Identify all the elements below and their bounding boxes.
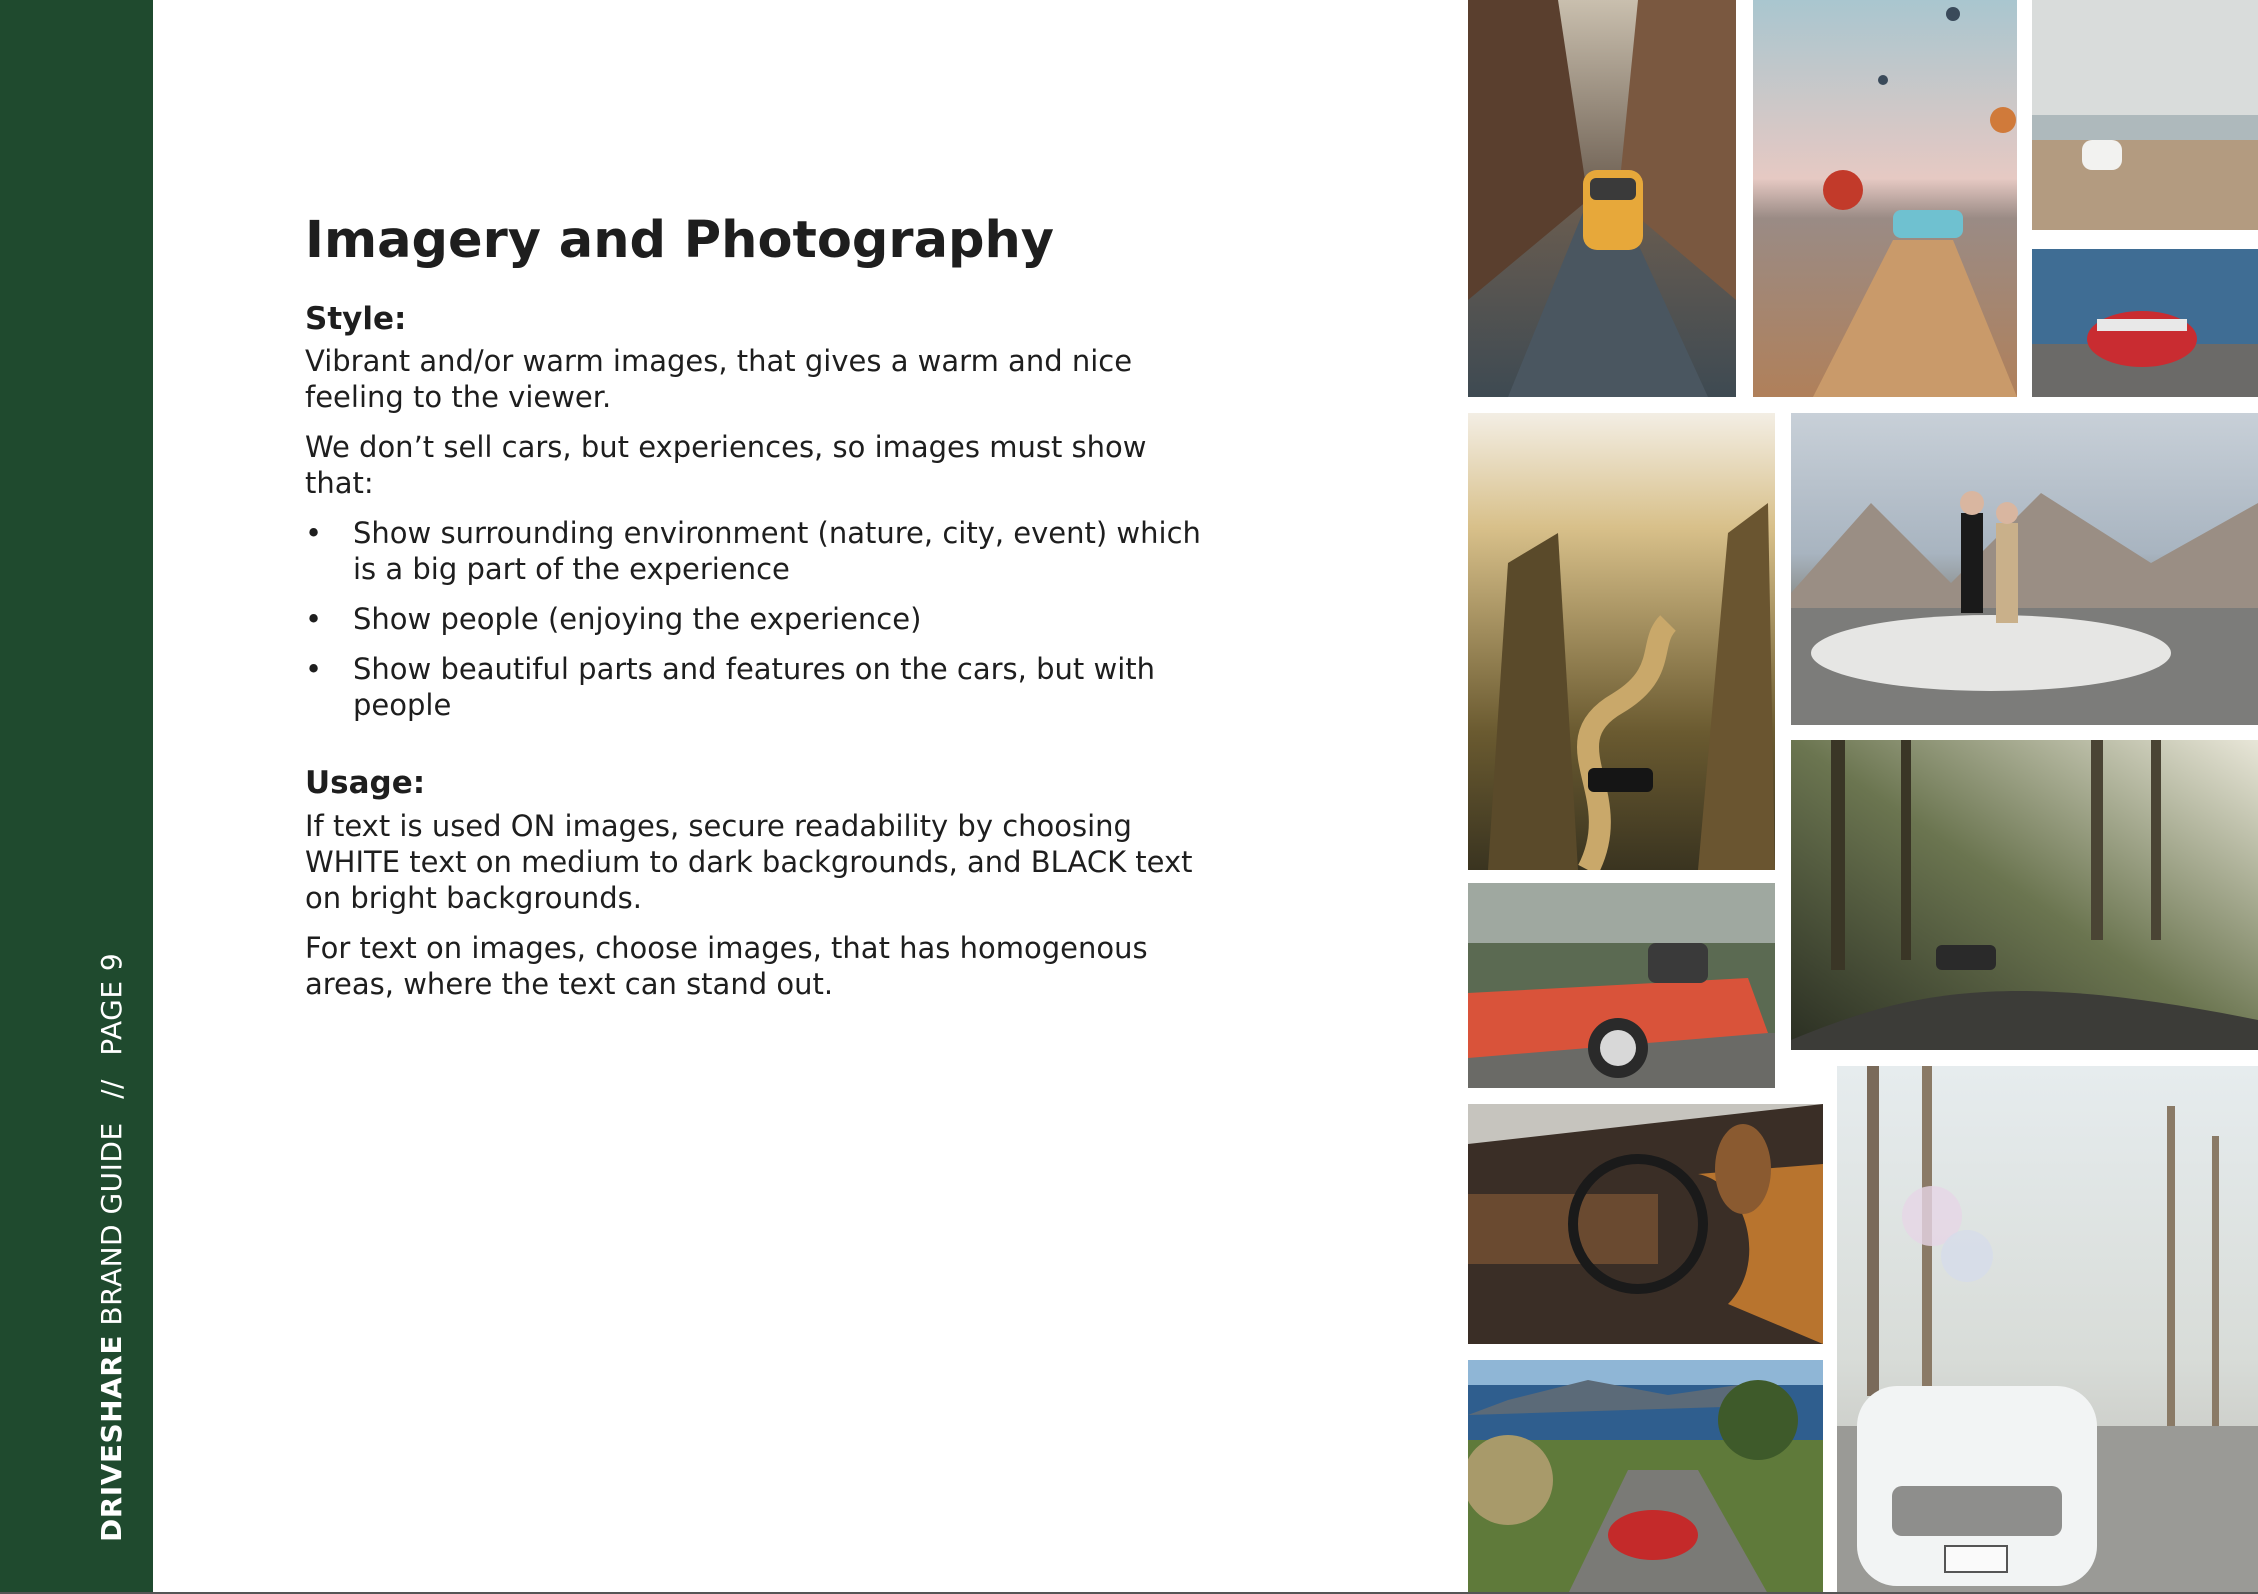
style-paragraph-2: We don’t sell cars, but experiences, so images must show that: xyxy=(305,430,1147,501)
photo-forest-road-car xyxy=(1791,740,2258,1050)
page-number: PAGE 9 xyxy=(95,952,128,1056)
bullet-item: • Show people (enjoying the experience) xyxy=(353,601,1205,637)
usage-paragraph-2: For text on images, choose images, that has homogenous areas, where the text can stand out. xyxy=(305,930,1148,1001)
usage-paragraph-1: If text is used ON images, secure readability by choosing WHITE text on medium to dark backgrounds, and BLACK text on bright backgrounds. xyxy=(305,808,1193,915)
sidebar-footer-label xyxy=(95,953,128,1542)
usage-heading: Usage: xyxy=(305,765,426,802)
style-heading: Style: xyxy=(305,301,407,338)
photo-balloons-blue-car xyxy=(1753,0,2017,397)
style-bullet-list xyxy=(305,515,1205,723)
photo-wedding-couple-silver-car xyxy=(1791,413,2258,725)
brand-name: DRIVESHARE xyxy=(95,1335,128,1542)
photo-red-convertible-driver xyxy=(1468,883,1775,1088)
photo-coast-red-roadster xyxy=(1468,1360,1823,1594)
label-separator: // xyxy=(95,1079,128,1099)
main-content xyxy=(305,210,1205,1016)
page-title: Imagery and Photography xyxy=(305,211,1055,270)
guide-label: BRAND GUIDE xyxy=(95,1122,128,1326)
photo-interior-woman-driving xyxy=(1468,1104,1823,1344)
photo-canyon-road-black-car xyxy=(1468,413,1775,870)
sidebar xyxy=(0,0,153,1594)
style-paragraph-1: Vibrant and/or warm images, that gives a warm and nice feeling to the viewer. xyxy=(305,344,1133,415)
photo-sea-red-convertible xyxy=(2032,249,2258,397)
photo-palm-street-white-car xyxy=(1837,1066,2258,1594)
photo-beach-white-car xyxy=(2032,0,2258,230)
bullet-item: • Show beautiful parts and features on the cars, but with people xyxy=(353,651,1205,723)
bullet-item: • Show surrounding environment (nature, city, event) which is a big part of the experience xyxy=(353,515,1205,587)
photo-city-street-yellow-car xyxy=(1468,0,1736,397)
